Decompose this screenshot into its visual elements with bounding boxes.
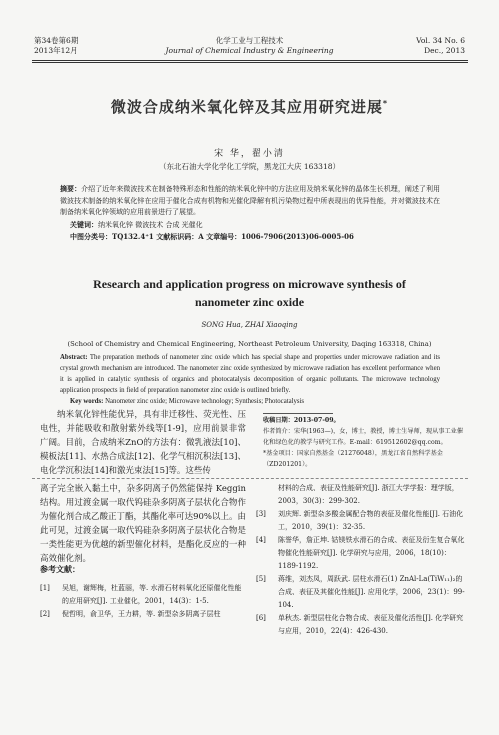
abstract-zh	[60, 183, 440, 243]
abstract-en-text: The preparation methods of nanometer zinc oxide which has special shape and properties under microwave radiation and its crystal growth mechanism are introduced. The nanometer zinc oxide synthesized by microwave radiation has excellent performance when it is applied in catalytic synthesis of organics and photocatalysis decomposition of organic pollutants. The microwave technology application prospects in field of preparation nanometer zinc oxide is outlined briefly.	[60, 354, 441, 394]
reference-item	[256, 612, 466, 638]
header-rule-2	[32, 62, 468, 63]
affiliation-zh: （东北石油大学化学化工学院，黑龙江大庆 163318）	[158, 162, 340, 171]
article-title-zh	[0, 96, 499, 117]
abstract-en	[60, 352, 440, 407]
keywords-zh	[60, 219, 440, 232]
reference-number	[256, 482, 278, 508]
references-right	[256, 482, 466, 638]
keywords-label: 关键词：	[70, 219, 98, 229]
authors-en: SONG Hua, ZHAI Xiaoqing	[201, 321, 298, 329]
journal-name-zh: 化学工业与工程技术	[215, 36, 284, 45]
title-text: 微波合成纳米氧化锌及其应用研究进展	[110, 98, 383, 116]
issue-volume: 第34卷第6期	[34, 36, 79, 45]
reference-text: 倪哲明，俞卫华，王力耕，等. 新型杂多阴离子层柱	[62, 610, 221, 618]
reference-number: [4]	[256, 536, 266, 544]
author-intro: 作者简介：宋华(1963—)，女，博士，教授，博士生导师，现从事工业催化和绿色化的教学与研究工作。E-mail：619512602@qq.com。	[263, 428, 464, 446]
reference-item	[40, 608, 246, 621]
page-splice-divider	[32, 478, 468, 479]
issue-date: 2013年12月	[34, 46, 78, 55]
title-en-line1: Research and application progress on microwave synthesis of	[93, 277, 406, 291]
reference-item	[256, 482, 466, 508]
reference-item	[256, 508, 466, 534]
abstract-label: 摘要：	[60, 184, 82, 193]
reference-item	[256, 534, 466, 573]
references-left	[40, 563, 246, 621]
keywords-en-label: Key words:	[70, 398, 104, 405]
reference-number: [5]	[256, 575, 266, 583]
volume-number: Vol. 34 No. 6	[416, 36, 465, 45]
journal-volume	[416, 36, 465, 56]
abstract-zh-body	[60, 183, 440, 219]
abstract-en-body	[60, 352, 440, 396]
reference-number: [1]	[40, 584, 50, 592]
header-rule	[32, 60, 468, 61]
keywords-zh-text: 纳米氧化锌 微波技术 合成 光催化	[98, 220, 203, 229]
keywords-en	[60, 396, 440, 407]
intro-paragraph: 纳米氧化锌性能优异，具有非迁移性、荧光性、压电性，并能吸收和散射紫外线等[1-9]，应用前景非常广阔。目前，合成纳米ZnO的方法有：微乳液法[10]、模板法[11]、水热合成法[12]、化学气相沉积法[13]、电化学沉积法[14]和激光束法[15]等。这些传	[40, 410, 246, 476]
reference-text: 吴旭，谢辉梅，杜蓝丽，等. 水滑石材料氧化还原催化性能的应用研究[J]. 工业催化，2001，14(3)：1-5.	[62, 584, 242, 605]
reference-item	[256, 573, 466, 612]
authors-zh: 宋 华，翟小清	[214, 149, 285, 159]
reference-text: 刘庆辉. 新型杂多酸金属配合物的表征及催化性能[J]. 石油化工，2010，39(1)：32-35.	[278, 510, 464, 531]
affiliation-en: (School of Chemistry and Chemical Engineering, Northeast Petroleum University, Daqing 163318, China)	[67, 340, 432, 348]
received-date: 收稿日期：2013-07-09。	[263, 417, 340, 424]
reference-text: 材料的合成、表征及性能研究[J]. 浙江大学学报：理学版，2003，30(3)：299-302.	[278, 484, 459, 505]
reference-text: 单秋杰. 新型层柱化合物合成、表征及催化活性[J]. 化学研究与应用，2010，22(4)：426-430.	[278, 614, 464, 635]
article-title-en	[0, 275, 499, 311]
reference-number: [6]	[256, 614, 266, 622]
title-footnote-mark: *	[382, 99, 389, 108]
abstract-zh-text: 介绍了近年来微波技术在制备特殊形态和性能的纳米氧化锌中的方法应用及纳米氧化锌的晶体生长机理，阐述了利用微波技术制备的纳米氧化锌在应用于催化合成有机物和光催化降解有机污染物过程中所表现出的优异性能，并对微波技术在制备纳米氧化锌领域的应用前景进行了展望。	[60, 185, 441, 216]
reference-number: [2]	[40, 610, 50, 618]
volume-date: Dec., 2013	[424, 46, 465, 55]
classification-line: 中图分类号：TQ132.4⁺1 文献标识码：A 文章编号：1006-7906(2013)06-0005-06	[70, 232, 354, 241]
references-heading: 参考文献：	[40, 565, 80, 574]
reference-number: [3]	[256, 510, 266, 518]
reference-text: 陈誉华，詹正坤. 钴镁铁水滑石的合成、表征及衍生复合氧化物催化性能研究[J]. 化学研究与应用，2006，18(10)：1189-1192.	[278, 536, 465, 570]
abstract-en-label: Abstract:	[60, 354, 88, 361]
title-en-line2: nanometer zinc oxide	[194, 295, 305, 309]
journal-name-en: Journal of Chemical Industry & Engineering	[165, 46, 334, 55]
fund-note: *基金项目：国家自然基金（21276048），黑龙江省自然科学基金（ZD201201）。	[263, 450, 443, 468]
reference-item	[40, 582, 246, 608]
footnote-rule	[263, 413, 333, 414]
footnotes	[263, 415, 463, 470]
keywords-en-text: Nanometer zinc oxide; Microwave technology; Synthesis; Photocatalysis	[105, 398, 305, 405]
conclusion-paragraph: 离子完全嵌入黏土中，杂多阴离子仍然能保持 Keggin 结构。用过渡金属一取代钨硅杂多阴离子层状化合物作为催化剂合成乙酸正丁酯，其酯化率可达90%以上。由此可见，过渡金属一取代钨硅杂多阴离子层状化合物是一类性能更为优越的新型催化材料，是酯化反应的一种高效催化剂。	[40, 484, 246, 564]
reference-text: 蒋维，刘杰凤，周跃武. 层柱水滑石(1) ZnAl-La(TiW₁₁)₂的合成、表征及其催化性能[J]. 应用化学，2006，23(1)：99-104.	[278, 575, 465, 609]
